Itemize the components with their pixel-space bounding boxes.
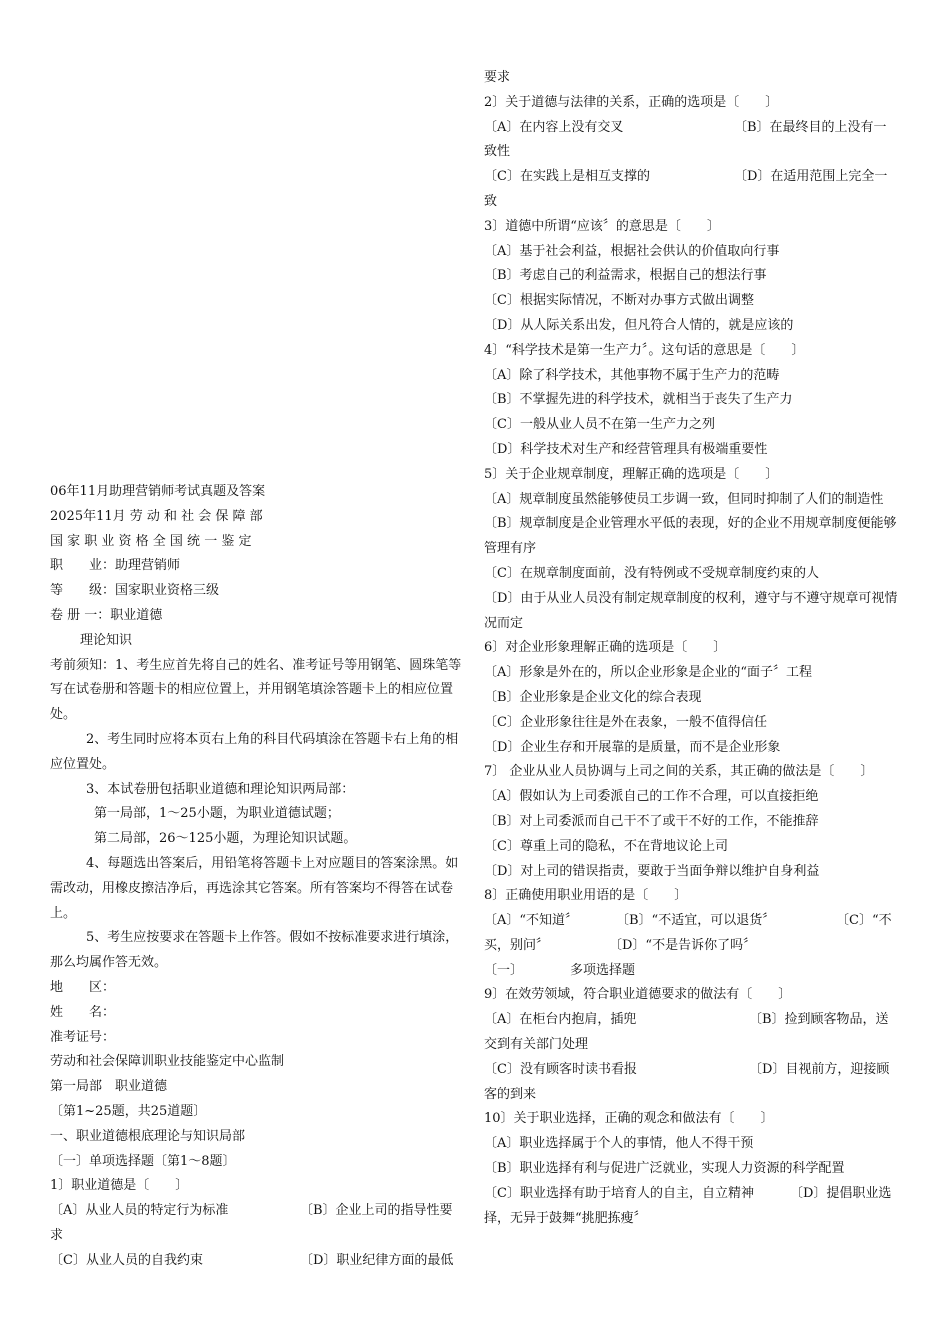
question-2-option-a: 〔A〕在内容上没有交叉 [484, 119, 624, 135]
question-3-option-b: 〔B〕考虑自己的利益需求，根据自己的想法行事 [484, 268, 767, 284]
volume-line-2: 理论知识 [80, 632, 133, 648]
left-column [50, 480, 468, 1274]
question-2-options-ab [484, 116, 902, 141]
question-2-option-d: 〔D〕在适用范围上完全一 [734, 169, 888, 185]
question-2-options-cd [484, 165, 902, 190]
question-7-option-d: 〔D〕对上司的错误指责，要敢于当面争辩以维护自身利益 [484, 863, 820, 879]
question-6-option-c: 〔C〕企业形象往往是外在表象，一般不值得信任 [484, 714, 767, 730]
question-1-option-b: 〔B〕企业上司的指导性要 [300, 1203, 453, 1219]
question-10-option-c: 〔C〕职业选择有助于培育人的自主，自立精神 [484, 1185, 754, 1201]
question-8-option-c-continued: 买，别问〞 [484, 937, 550, 953]
question-6-option-d: 〔D〕企业生存和开展靠的是质量，而不是企业形象 [484, 739, 781, 755]
question-3: 3〕道德中所谓“应该〞的意思是〔 〕 [484, 218, 720, 234]
question-1-option-d: 〔D〕职业纪律方面的最低 [300, 1252, 454, 1268]
question-1-options-cd [50, 1249, 468, 1274]
question-10-option-d: 〔D〕提倡职业选 [790, 1185, 892, 1201]
name-field: 姓 名： [50, 1004, 116, 1020]
subsection-2-heading [484, 959, 902, 984]
question-10-option-b: 〔B〕职业选择有利与促进广泛就业，实现人力资源的科学配置 [484, 1161, 845, 1177]
question-7-option-b: 〔B〕对上司委派而自己干不了或干不好的工作，不能推辞 [484, 813, 819, 829]
question-5: 5〕关于企业规章制度，理解正确的选项是〔 〕 [484, 466, 779, 482]
question-2-option-d-continued: 致 [484, 193, 498, 209]
subsection-2-number: 〔一〕 [484, 962, 524, 978]
question-2-option-b-continued: 致性 [484, 144, 511, 160]
volume-line: 卷 册 一：职业道德 [50, 607, 163, 623]
question-3-option-c: 〔C〕根据实际情况，不断对办事方式做出调整 [484, 293, 754, 309]
question-9-option-c: 〔C〕没有顾客时读书看报 [484, 1061, 637, 1077]
question-7-option-c: 〔C〕尊重上司的隐私，不在背地议论上司 [484, 838, 728, 854]
question-4-option-a: 〔A〕除了科学技术，其他事物不属于生产力的范畴 [484, 367, 780, 383]
right-column [484, 66, 902, 1231]
notice-3: 3、本试卷册包括职业道德和理论知识两局部： [86, 781, 355, 797]
question-8-option-d: 〔D〕“不是告诉你了吗〞 [609, 937, 757, 953]
notice-4: 4、每题选出答案后，用铅笔将答题卡上对应题目的答案涂黑。如需改动，用橡皮擦洁净后，再选涂其它答案。所有答案均不得答在试卷上。 [50, 855, 459, 921]
question-7-option-a: 〔A〕假如认为上司委派自己的工作不合理，可以直接拒绝 [484, 789, 819, 805]
question-9-options-ab [484, 1008, 902, 1033]
question-1-option-a: 〔A〕从业人员的特定行为标准 [50, 1203, 229, 1219]
question-10-option-d-continued: 择，无异于鼓舞“挑肥拣瘦〞 [484, 1210, 647, 1226]
question-6-option-b: 〔B〕企业形象是企业文化的综合表现 [484, 689, 702, 705]
question-9-option-d: 〔D〕目视前方，迎接顾 [749, 1061, 890, 1077]
question-10-options-cd [484, 1182, 902, 1207]
question-3-option-d: 〔D〕从人际关系出发，但凡符合人情的，就是应该的 [484, 317, 794, 333]
question-9-option-b: 〔B〕捡到顾客物品，送 [749, 1012, 889, 1028]
question-1: 1〕职业道德是〔 〕 [50, 1178, 189, 1194]
question-8-option-a: 〔A〕“不知道〞 [484, 913, 579, 929]
question-1-options-ab [50, 1199, 468, 1224]
subsection-1-heading: 〔一〕单项选择题〔第1～8题〕 [50, 1153, 236, 1169]
question-4-option-c: 〔C〕一般从业人员不在第一生产力之列 [484, 417, 715, 433]
question-4-option-d: 〔D〕科学技术对生产和经营管理具有极端重要性 [484, 441, 768, 457]
question-2: 2〕关于道德与法律的关系，正确的选项是〔 〕 [484, 94, 779, 110]
question-3-option-a: 〔A〕基于社会利益，根据社会供认的价值取向行事 [484, 243, 780, 259]
question-6-option-a: 〔A〕形象是外在的，所以企业形象是企业的“面子〞工程 [484, 665, 813, 681]
supervisor-line: 劳动和社会保障训职业技能鉴定中心监制 [50, 1054, 285, 1070]
grade-line: 等 级：国家职业资格三级 [50, 583, 220, 599]
subsection-2-title: 多项选择题 [570, 962, 636, 978]
question-8: 8〕正确使用职业用语的是〔 〕 [484, 888, 688, 904]
document-title: 06年11月助理营销师考试真题及答案 [50, 484, 266, 499]
region-field: 地 区： [50, 979, 116, 995]
notice-3b: 第二局部，26～125小题，为理论知识试题。 [94, 831, 357, 847]
question-4-option-b: 〔B〕不掌握先进的科学技术，就相当于丧失了生产力 [484, 392, 793, 408]
question-5-option-b: 〔B〕规章制度是企业管理水平低的表现，好的企业不用规章制度便能够管理有序 [484, 516, 897, 557]
question-8-option-c: 〔C〕“不 [836, 913, 892, 929]
issuer-date-line: 2025年11月 劳 动 和 社 会 保 障 部 [50, 508, 263, 524]
question-10-option-a: 〔A〕职业选择属于个人的事情，他人不得干预 [484, 1136, 754, 1152]
question-4: 4〕“科学技术是第一生产力〞。这句话的意思是〔 〕 [484, 342, 805, 358]
question-9-option-a: 〔A〕在柜台内抱肩，插兜 [484, 1012, 637, 1028]
question-9-option-b-continued: 交到有关部门处理 [484, 1037, 589, 1053]
question-2-option-b: 〔B〕在最终目的上没有一 [734, 119, 887, 135]
part-1-range: 〔第1~25题，共25道题〕 [50, 1103, 207, 1119]
question-9-option-d-continued: 客的到来 [484, 1086, 537, 1102]
issuer-department-line: 国 家 职 业 资 格 全 国 统 一 鉴 定 [50, 533, 252, 549]
notice-5: 5、考生应按要求在答题卡上作答。假如不按标准要求进行填涂，那么均属作答无效。 [50, 930, 459, 971]
question-8-options-row-2 [484, 934, 902, 959]
occupation-line: 职 业：助理营销师 [50, 558, 181, 574]
notice-2: 2、考生同时应将本页右上角的科目代码填涂在答题卡右上角的相应位置处。 [50, 731, 459, 772]
question-1-option-c: 〔C〕从业人员的自我约束 [50, 1252, 203, 1268]
question-9-options-cd [484, 1058, 902, 1083]
part-1-heading: 第一局部 职业道德 [50, 1079, 168, 1095]
question-9: 9〕在效劳领域，符合职业道德要求的做法有〔 〕 [484, 987, 792, 1003]
question-5-option-c: 〔C〕在规章制度面前，没有特例或不受规章制度约束的人 [484, 565, 819, 581]
notice-1: 考前须知：1、考生应首先将自己的姓名、准考证号等用钢笔、圆珠笔等写在试卷册和答题卡的相应位置上，并用钢笔填涂答题卡上的相应位置处。 [50, 657, 462, 723]
question-10: 10〕关于职业选择，正确的观念和做法有〔 〕 [484, 1111, 774, 1127]
question-1-option-b-continued: 求 [50, 1227, 64, 1243]
question-1-option-d-continued: 要求 [484, 70, 511, 85]
question-8-option-b: 〔B〕“不适宜，可以退货〞 [616, 913, 776, 929]
question-5-option-a: 〔A〕规章制度虽然能够使员工步调一致，但同时抑制了人们的制造性 [484, 491, 884, 507]
question-6: 6〕对企业形象理解正确的选项是〔 〕 [484, 640, 727, 656]
question-5-option-d: 〔D〕由于从业人员没有制定规章制度的权利，遵守与不遵守规章可视情况而定 [484, 590, 898, 631]
ticket-number-field: 准考证号： [50, 1029, 116, 1045]
question-7: 7〕 企业从业人员协调与上司之间的关系，其正确的做法是〔 〕 [484, 764, 874, 780]
notice-3a: 第一局部，1～25小题，为职业道德试题； [94, 806, 340, 822]
question-2-option-c: 〔C〕在实践上是相互支撑的 [484, 169, 650, 185]
question-8-options-row [484, 909, 902, 934]
section-1-heading: 一、职业道德根底理论与知识局部 [50, 1128, 246, 1144]
